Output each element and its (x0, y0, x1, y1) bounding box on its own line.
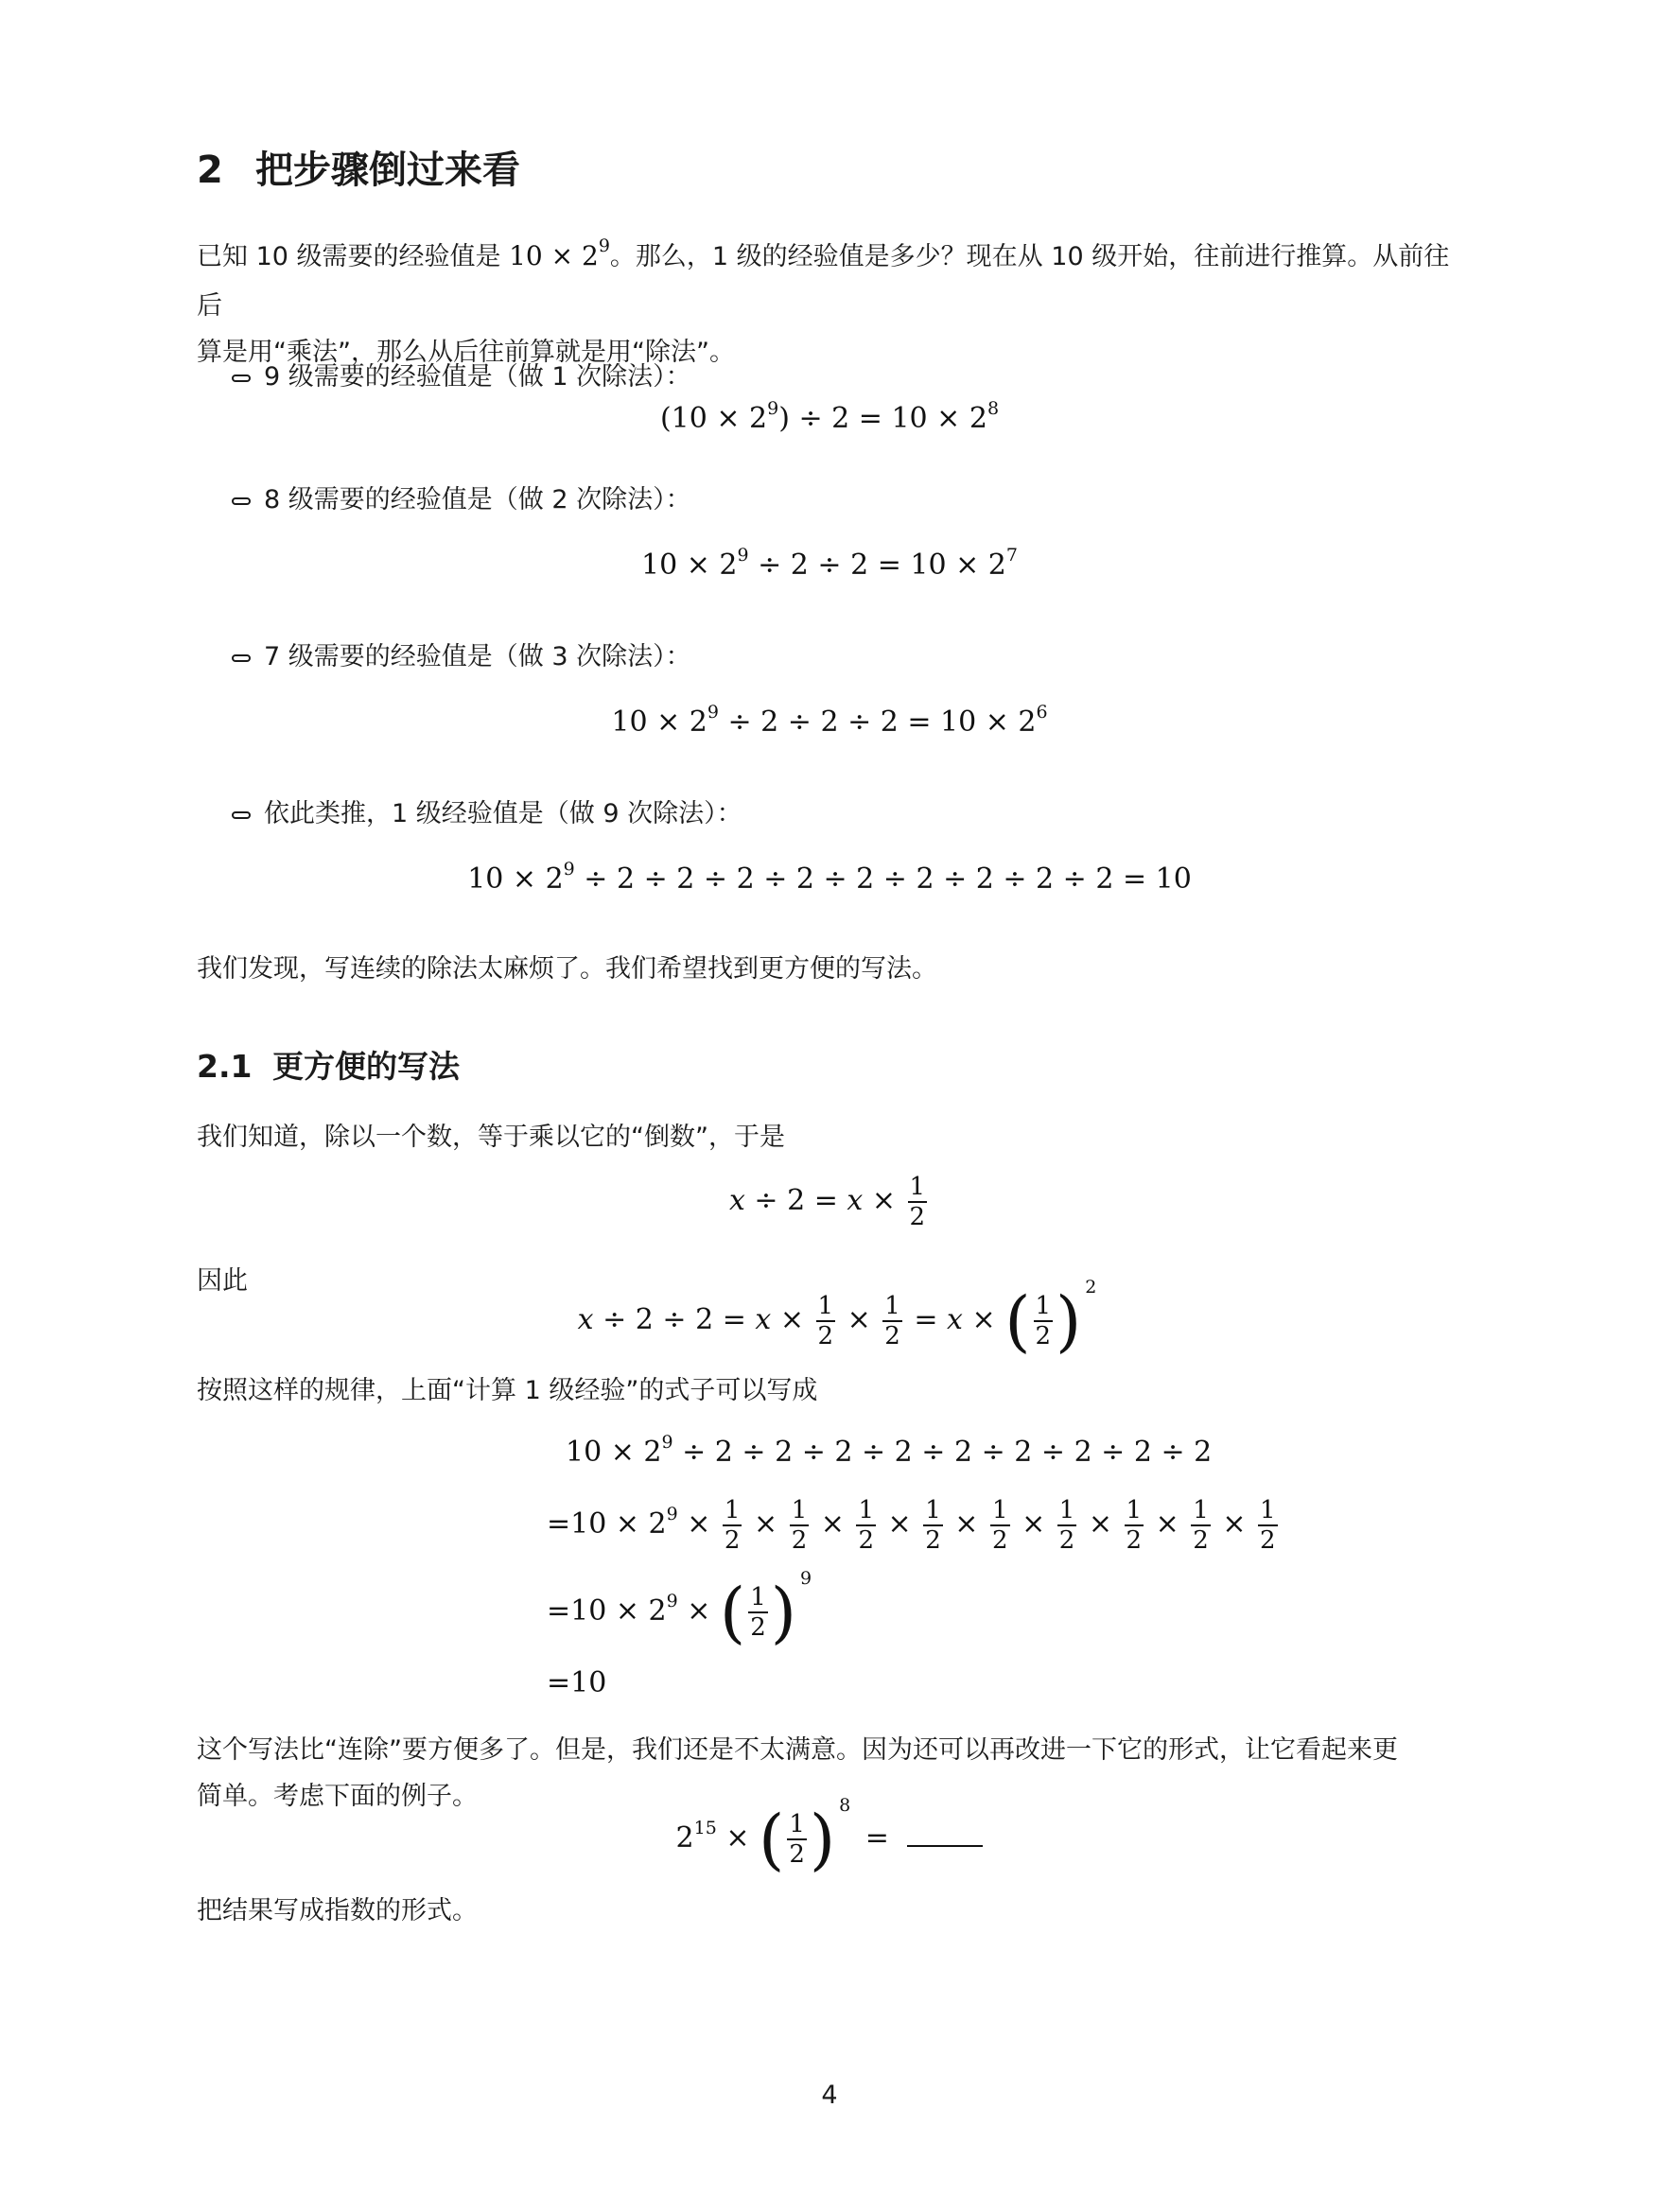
denominator: 2 (991, 1526, 1008, 1555)
eq-part: × (677, 1507, 720, 1541)
bullet-item-2 (232, 479, 691, 515)
derivation-line-3 (547, 1568, 812, 1651)
eq-exp: 8 (987, 398, 1000, 419)
eq-part: × (771, 1303, 813, 1336)
var-x: x (755, 1303, 772, 1336)
bullet-item-3 (232, 636, 691, 672)
fraction (1191, 1496, 1211, 1555)
intro-math (509, 235, 610, 271)
eq-part: ÷ 2 ÷ 2 ÷ 2 ÷ 2 ÷ 2 ÷ 2 ÷ 2 ÷ 2 ÷ 2 = 10 (574, 862, 1192, 896)
eq-part: ÷ 2 ÷ 2 ÷ 2 = 10 × 2 (718, 705, 1037, 739)
numerator: 1 (1126, 1496, 1143, 1524)
eq-part: =10 × 2 (547, 1507, 667, 1541)
numerator: 1 (817, 1292, 834, 1320)
eq-part: ÷ 2 ÷ 2 = (593, 1303, 756, 1336)
sub-intro-paragraph: 我们知道，除以一个数，等于乘以它的“倒数”，于是 (197, 1123, 785, 1152)
bullet-label: 9 级需要的经验值是（做 1 次除法）： (264, 362, 691, 392)
bullet-label: 7 级需要的经验值是（做 3 次除法）： (264, 642, 691, 671)
fraction (882, 1292, 902, 1350)
eq-part: × (838, 1303, 881, 1336)
eq-part: × (1146, 1507, 1189, 1541)
bullet-label: 依此类推，1 级经验值是（做 9 次除法）： (264, 799, 742, 828)
eq-part: × (1012, 1507, 1055, 1541)
denominator: 2 (909, 1203, 926, 1231)
eq-part: × (879, 1507, 921, 1541)
intro-line-1 (197, 233, 1464, 329)
rule-paragraph: 按照这样的规律，上面“计算 1 级经验”的式子可以写成 (197, 1376, 818, 1405)
equation-3 (0, 702, 1659, 739)
var-x: x (728, 1184, 745, 1217)
eq-exp: 9 (661, 1432, 673, 1453)
denominator: 2 (791, 1526, 808, 1555)
eq-part: × (812, 1507, 854, 1541)
comment-line-1: 这个写法比“连除”要方便多了。但是，我们还是不太满意。因为还可以再改进一下它的形式，让它看起来更 (197, 1735, 1398, 1765)
eq-part: × (945, 1507, 987, 1541)
eq-part: ) ÷ 2 = 10 × 2 (778, 402, 987, 435)
power-exp: 9 (800, 1568, 812, 1589)
eq-part: × (863, 1184, 905, 1217)
eq-part: × (716, 1821, 760, 1855)
eq-part: ÷ 2 ÷ 2 ÷ 2 ÷ 2 ÷ 2 ÷ 2 ÷ 2 ÷ 2 ÷ 2 (672, 1436, 1213, 1469)
eq-exp: 9 (737, 545, 749, 566)
section-title: 把步骤倒过来看 (255, 148, 520, 192)
power-group: ( $\frac{1}{2}$ ) 8 (759, 1795, 851, 1878)
intro-math-base: 10 × 2 (509, 240, 599, 271)
equation-1 (0, 398, 1659, 435)
equation-4 (0, 859, 1659, 896)
fraction (856, 1496, 876, 1555)
eq-exp: 15 (693, 1818, 717, 1838)
numerator: 1 (1193, 1496, 1209, 1524)
eq-exp: 9 (666, 1591, 678, 1611)
eq-exp: 9 (666, 1504, 678, 1524)
bullet-dash-icon (232, 374, 251, 382)
denominator: 2 (1260, 1526, 1276, 1555)
power-exp: 8 (839, 1795, 851, 1816)
denominator: 2 (1193, 1526, 1209, 1555)
bullet-label: 8 级需要的经验值是（做 2 次除法）： (264, 485, 691, 514)
eq-part: 10 × 2 (566, 1436, 662, 1469)
after-bullets-paragraph: 我们发现，写连续的除法太麻烦了。我们希望找到更方便的写法。 (197, 954, 937, 984)
fraction (1125, 1496, 1144, 1555)
numerator: 1 (750, 1583, 766, 1611)
yinci-text: 因此 (197, 1266, 248, 1296)
fraction (1057, 1496, 1077, 1555)
subsection-number: 2.1 (197, 1048, 253, 1085)
eq-exp: 9 (563, 859, 575, 880)
numerator: 1 (789, 1810, 805, 1838)
eq-exp: 9 (767, 398, 779, 419)
numerator: 1 (925, 1496, 941, 1524)
eq-part: × (1079, 1507, 1122, 1541)
fraction-sequence (720, 1496, 1281, 1555)
eq-part: × (677, 1594, 720, 1628)
numerator: 1 (724, 1496, 741, 1524)
eq-exp: 6 (1036, 702, 1048, 723)
equation-reciprocal (0, 1173, 1659, 1231)
eq-part: × (744, 1507, 787, 1541)
intro-text-a: 已知 10 级需要的经验值是 (197, 242, 510, 271)
var-x: x (577, 1303, 594, 1336)
fraction (723, 1496, 742, 1555)
bullet-item-1 (232, 356, 691, 392)
eq-part: × (962, 1303, 1005, 1336)
eq-part: 10 × 2 (641, 549, 738, 582)
intro-paragraph (197, 233, 1464, 375)
denominator: 2 (724, 1526, 741, 1555)
intro-text-b: 。那么，1 级的经验值是多少？现在从 10 级开始，往前进行推算。从前往后 (197, 242, 1450, 321)
bullet-item-4 (232, 792, 742, 829)
denominator: 2 (884, 1322, 900, 1350)
eq-part: 10 × 2 (467, 862, 564, 896)
bullet-dash-icon (232, 497, 251, 505)
fraction (790, 1496, 810, 1555)
numerator: 1 (1035, 1292, 1052, 1320)
subsection-heading (197, 1042, 460, 1087)
intro-line-2: 算是用“乘法”，那么从后往前算就是用“除法”。 (197, 338, 735, 367)
eq-part: 2 (675, 1821, 694, 1855)
fraction (1034, 1292, 1054, 1350)
derivation-line-1 (566, 1432, 1213, 1469)
answer-blank[interactable] (907, 1822, 983, 1847)
bullet-dash-icon (232, 654, 251, 662)
numerator: 1 (1260, 1496, 1276, 1524)
fraction (1258, 1496, 1278, 1555)
eq-part: ÷ 2 ÷ 2 = 10 × 2 (748, 549, 1006, 582)
var-x: x (847, 1184, 864, 1217)
fraction (923, 1496, 943, 1555)
section-number: 2 (197, 148, 223, 192)
eq-part: = (856, 1821, 899, 1855)
final-paragraph: 把结果写成指数的形式。 (197, 1896, 478, 1925)
eq-part: ÷ 2 = (744, 1184, 847, 1217)
derivation-line-2 (547, 1496, 1281, 1555)
denominator: 2 (1126, 1526, 1143, 1555)
numerator: 1 (1058, 1496, 1075, 1524)
eq-part: 10 × 2 (611, 705, 707, 739)
eq-part: (10 × 2 (659, 402, 768, 435)
power-group: ( $\frac{1}{2}$ ) 2 (1004, 1277, 1097, 1360)
denominator: 2 (925, 1526, 941, 1555)
section-heading (197, 140, 520, 194)
fraction (816, 1292, 836, 1350)
eq-exp: 9 (707, 702, 719, 723)
equation-2 (0, 545, 1659, 582)
bullet-dash-icon (232, 811, 251, 819)
eq-part: × (1213, 1507, 1256, 1541)
numerator: 1 (884, 1292, 900, 1320)
denominator: 2 (858, 1526, 874, 1555)
page-number: 4 (821, 2081, 838, 2110)
eq-part: = (904, 1303, 948, 1336)
fraction (787, 1810, 807, 1869)
eq-exp: 7 (1005, 545, 1018, 566)
denominator: 2 (1035, 1322, 1052, 1350)
numerator: 1 (791, 1496, 808, 1524)
fraction (748, 1583, 768, 1642)
fraction (908, 1173, 928, 1231)
power-exp: 2 (1085, 1277, 1097, 1298)
derivation-line-4: =10 (547, 1666, 607, 1699)
fraction (990, 1496, 1010, 1555)
numerator: 1 (858, 1496, 874, 1524)
intro-math-exp: 9 (598, 235, 610, 256)
numerator: 1 (909, 1173, 926, 1201)
var-x: x (947, 1303, 963, 1336)
subsection-title: 更方便的写法 (272, 1048, 460, 1085)
denominator: 2 (1058, 1526, 1075, 1555)
denominator: 2 (817, 1322, 834, 1350)
power-group: ( $\frac{1}{2}$ ) 9 (719, 1568, 812, 1651)
comment-line-2: 简单。考虑下面的例子。 (197, 1782, 478, 1811)
denominator: 2 (750, 1613, 766, 1642)
eq-part: =10 × 2 (547, 1594, 667, 1628)
numerator: 1 (991, 1496, 1008, 1524)
denominator: 2 (789, 1840, 805, 1869)
